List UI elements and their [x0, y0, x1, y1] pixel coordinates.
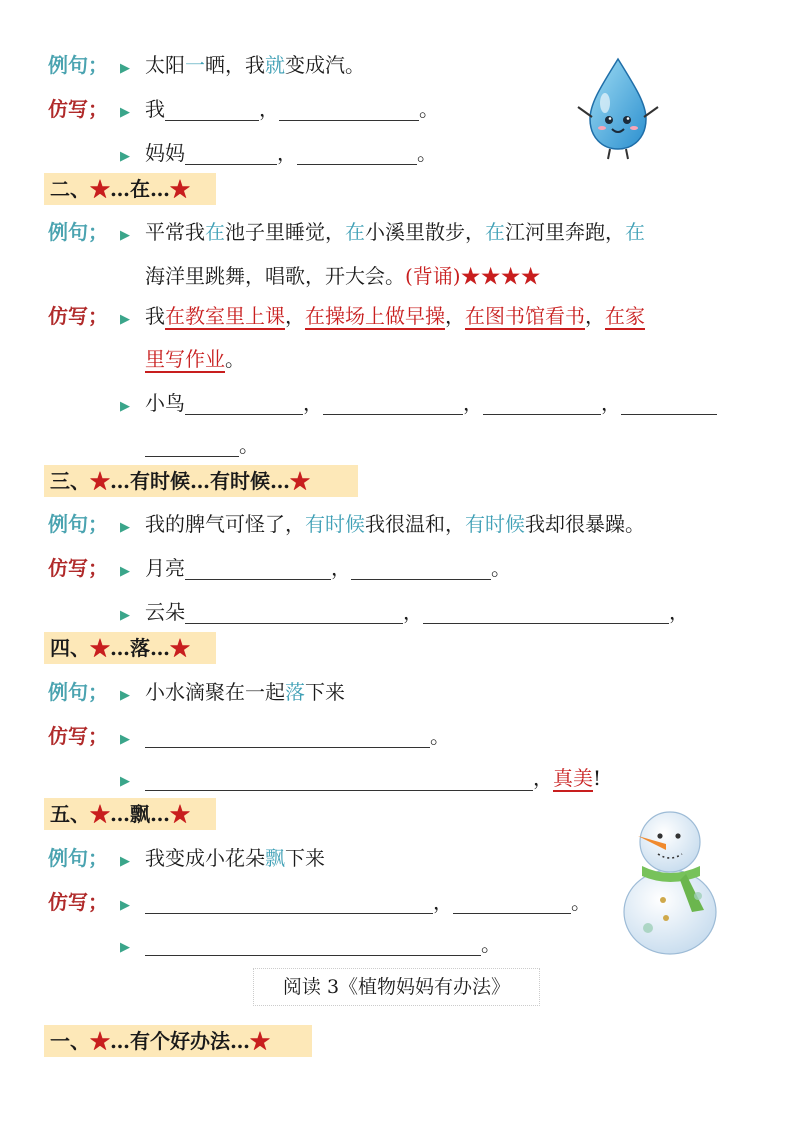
- imitate-line: 我 ， 。: [145, 97, 439, 121]
- star-icon: ★: [170, 177, 190, 201]
- bullet-triangle-icon: ▶: [120, 520, 130, 535]
- answer-blank[interactable]: [185, 557, 331, 580]
- imitate-row-1: [0, 89, 793, 129]
- imitate-row-5: [0, 548, 793, 588]
- imitate-label: 仿写；: [48, 556, 108, 580]
- example-label: 例句；: [48, 846, 108, 870]
- answer-blank[interactable]: [483, 392, 601, 415]
- answer-blank[interactable]: [185, 601, 403, 624]
- imitate-row-7: [0, 716, 793, 756]
- example-row-1: [0, 45, 793, 85]
- water-drop-mascot-icon: [572, 55, 664, 160]
- bullet-triangle-icon: ▶: [120, 61, 130, 76]
- section-heading-3: 三、★…有时候…有时候…★: [44, 465, 358, 497]
- answer-blank[interactable]: [453, 891, 571, 914]
- example-label: 例句；: [48, 680, 108, 704]
- section-heading-2: 二、★…在…★: [44, 173, 216, 205]
- bullet-triangle-icon: ▶: [120, 312, 130, 327]
- answer-blank[interactable]: [351, 557, 491, 580]
- star-icon: ★: [250, 1029, 270, 1053]
- example-sentence: 平常我在池子里睡觉，在小溪里散步，在江河里奔跑，在: [145, 220, 645, 244]
- star-icon: ★: [90, 1029, 110, 1053]
- imitate-line: ， 。: [145, 890, 591, 914]
- example-row-4: [0, 672, 793, 712]
- imitate-label: 仿写；: [48, 304, 108, 328]
- star-icon: ★: [290, 469, 310, 493]
- imitate-row-3: [0, 296, 793, 336]
- example-label: 例句；: [48, 512, 108, 536]
- bullet-triangle-icon: ▶: [120, 608, 130, 623]
- star-icon: ★: [170, 802, 190, 826]
- bullet-triangle-icon: ▶: [120, 940, 130, 955]
- imitate-line: 。: [145, 724, 450, 748]
- star-icon: ★: [170, 636, 190, 660]
- imitate-row-2: [0, 133, 793, 173]
- answer-blank[interactable]: [185, 392, 303, 415]
- imitate-answer: 我在教室里上课，在操场上做早操，在图书馆看书，在家: [145, 304, 645, 328]
- bullet-triangle-icon: ▶: [120, 564, 130, 579]
- answer-blank[interactable]: [145, 434, 239, 457]
- answer-blank[interactable]: [621, 392, 717, 415]
- answer-blank[interactable]: [145, 933, 481, 956]
- answer-blank[interactable]: [145, 768, 533, 791]
- example-label: 例句；: [48, 220, 108, 244]
- answer-blank[interactable]: [145, 725, 430, 748]
- bullet-triangle-icon: ▶: [120, 854, 130, 869]
- imitate-line: 。: [145, 932, 501, 956]
- bullet-triangle-icon: ▶: [120, 732, 130, 747]
- imitate-label: 仿写；: [48, 724, 108, 748]
- imitate-line: 小鸟 ， ， ，: [145, 391, 717, 415]
- bullet-triangle-icon: ▶: [120, 228, 130, 243]
- example-row-2b: [0, 256, 793, 296]
- imitate-answer-cont: 里写作业。: [145, 347, 245, 371]
- bullet-triangle-icon: ▶: [120, 105, 130, 120]
- example-sentence: 太阳一晒，我就变成汽。: [145, 53, 365, 77]
- imitate-row-4: [0, 383, 793, 423]
- bullet-triangle-icon: ▶: [120, 898, 130, 913]
- answer-blank[interactable]: [323, 392, 463, 415]
- bullet-triangle-icon: ▶: [120, 149, 130, 164]
- snowman-illustration-icon: [608, 800, 733, 960]
- example-row-2: [0, 212, 793, 252]
- example-sentence: 我变成小花朵飘下来: [145, 846, 325, 870]
- answer-blank[interactable]: [185, 142, 277, 165]
- imitate-label: 仿写；: [48, 890, 108, 914]
- example-sentence: 我的脾气可怪了，有时候我很温和，有时候我却很暴躁。: [145, 512, 645, 536]
- answer-blank[interactable]: [423, 601, 669, 624]
- star-icon: ★: [90, 177, 110, 201]
- imitate-line: ，真美!: [145, 766, 601, 791]
- bullet-triangle-icon: ▶: [120, 399, 130, 414]
- imitate-line: 云朵 ， ，: [145, 600, 689, 624]
- imitate-row-3b: [0, 339, 793, 379]
- answer-blank[interactable]: [279, 98, 419, 121]
- star-icon: ★: [90, 469, 110, 493]
- imitate-row-4b: [0, 425, 793, 465]
- star-icon: ★: [90, 636, 110, 660]
- reading-title: 阅读 3《植物妈妈有办法》: [253, 968, 540, 1006]
- answer-blank[interactable]: [297, 142, 417, 165]
- example-sentence-cont: 海洋里跳舞，唱歌，开大会。(背诵)★★★★: [145, 264, 541, 288]
- imitate-line: 月亮 ， 。: [145, 556, 511, 580]
- star-icon: ★: [90, 802, 110, 826]
- answer-blank[interactable]: [165, 98, 259, 121]
- bullet-triangle-icon: ▶: [120, 774, 130, 789]
- imitate-row-6: [0, 592, 793, 632]
- imitate-row-8: [0, 758, 793, 798]
- imitate-line: 妈妈 ， 。: [145, 141, 437, 165]
- example-label: 例句；: [48, 53, 108, 77]
- imitate-label: 仿写；: [48, 97, 108, 121]
- example-row-3: [0, 504, 793, 544]
- section-heading-5: 五、★…飘…★: [44, 798, 216, 830]
- imitate-line-cont: 。: [145, 433, 259, 457]
- section-heading-4: 四、★…落…★: [44, 632, 216, 664]
- section-heading-6: 一、★…有个好办法…★: [44, 1025, 312, 1057]
- example-sentence: 小水滴聚在一起落下来: [145, 680, 345, 704]
- bullet-triangle-icon: ▶: [120, 688, 130, 703]
- answer-blank[interactable]: [145, 891, 433, 914]
